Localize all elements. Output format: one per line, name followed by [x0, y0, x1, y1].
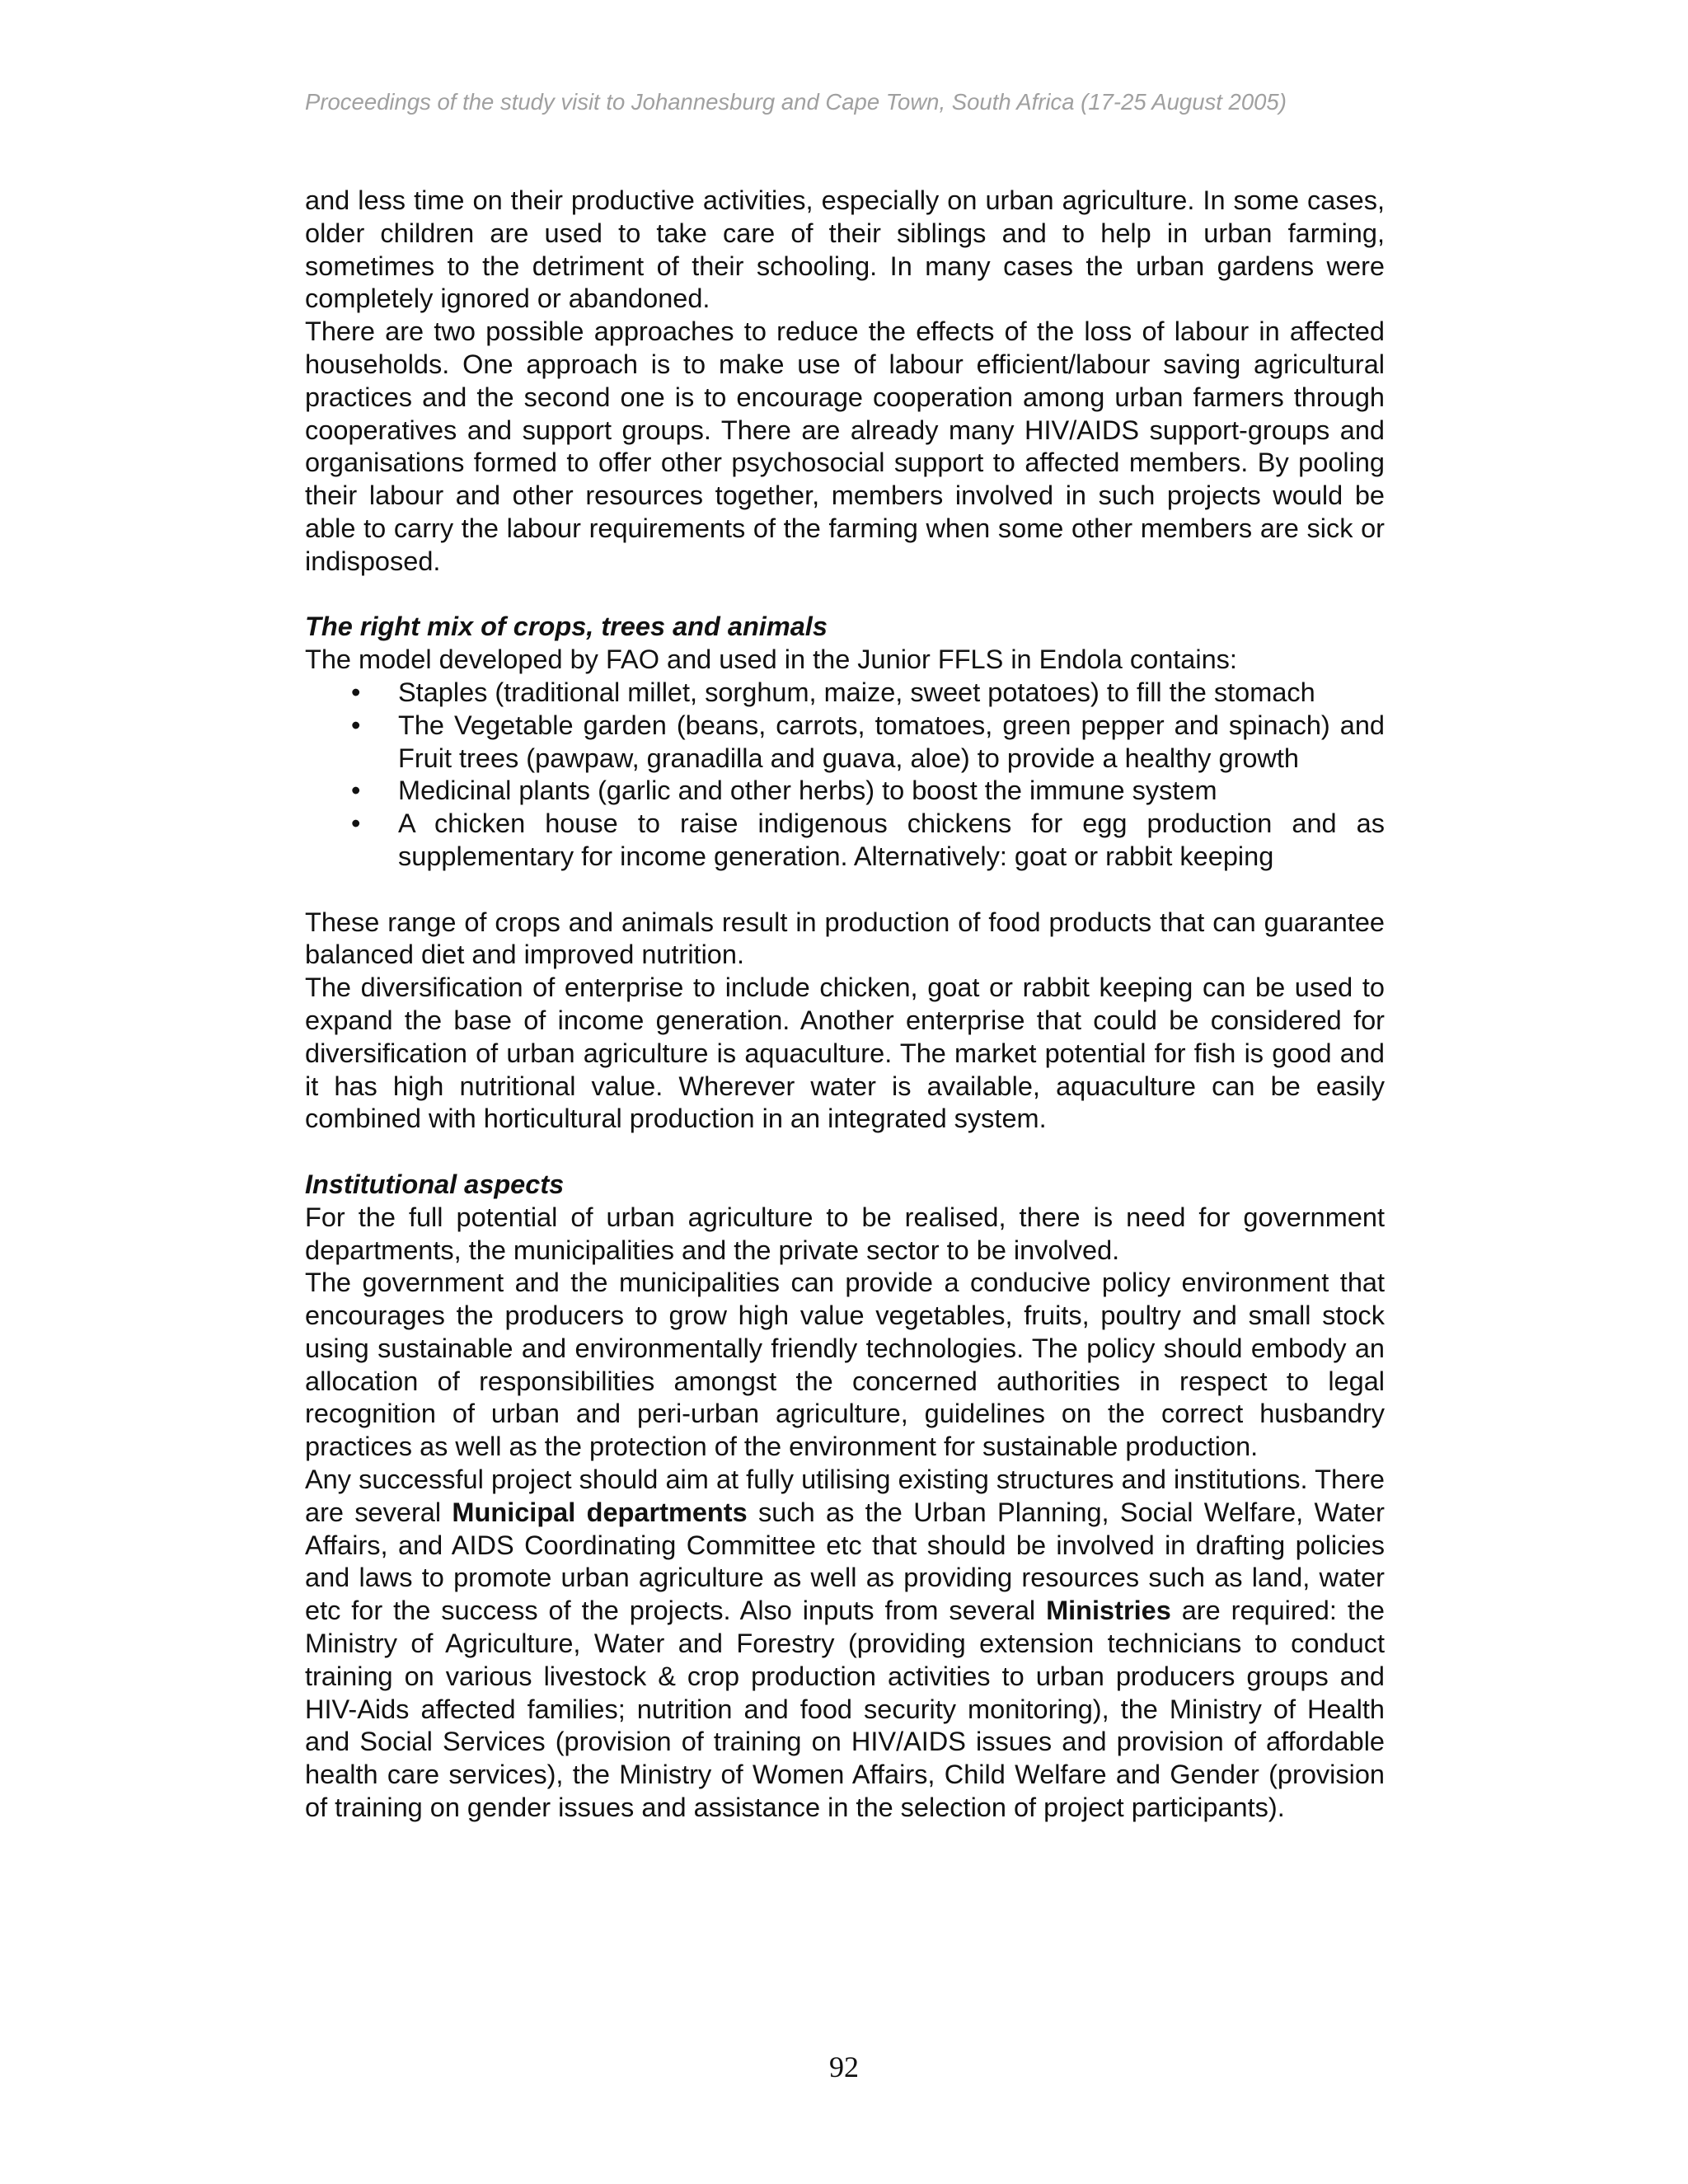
- page-number: 92: [829, 2050, 859, 2083]
- text-run: such as the Urban Planning, Social Welfare, Water Affairs, and AIDS Coordinating Committee etc that should be involved in drafting policies and laws to promote urban agriculture as well as providing resources such as land, water etc for the success of the projects. Also inputs from several: [305, 1497, 1385, 1626]
- paragraph: These range of crops and animals result in production of food products that can guarantee balanced diet and improved nutrition.: [305, 907, 1385, 970]
- bold-term-ministries: Ministries: [1046, 1596, 1171, 1626]
- paragraph: The diversification of enterprise to include chicken, goat or rabbit keeping can be used to expand the base of income generation. Another enterprise that could be considered for diversification of urban agriculture is aquaculture. The market potential for fish is good and it has high nutritional value. Wherever water is available, aquaculture can be easily combined with horticultural production in an integrated system.: [305, 972, 1385, 1134]
- running-header: Proceedings of the study visit to Johannesburg and Cape Town, South Africa (17-25 August 2005): [305, 89, 1287, 115]
- paragraph: There are two possible approaches to reduce the effects of the loss of labour in affected households. One approach is to make use of labour efficient/labour saving agricultural practices and the second one is to encourage cooperation among urban farmers through cooperatives and support groups. There are already many HIV/AIDS support-groups and organisations formed to offer other psychosocial support to affected members. By pooling their labour and other resources together, members involved in such projects would be able to carry the labour requirements of the farming when some other members are sick or indisposed.: [305, 316, 1385, 576]
- list-item-text: Medicinal plants (garlic and other herbs) to boost the immune system: [398, 776, 1217, 806]
- paragraph: The government and the municipalities can provide a conducive policy environment that encourages the producers to grow high value vegetables, fruits, poultry and small stock using sustainable and environmentally friendly technologies. The policy should embody an allocation of responsibilities amongst the concerned authorities in respect to legal recognition of urban and peri-urban agriculture, guidelines on the correct husbandry practices as well as the protection of the environment for sustainable production.: [305, 1268, 1385, 1462]
- paragraph: and less time on their productive activities, especially on urban agriculture. In some cases, older children are used to take care of their siblings and to help in urban farming, sometimes to the detriment of their schooling. In many cases the urban gardens were completely ignored or abandoned.: [305, 185, 1385, 314]
- list-item-text: The Vegetable garden (beans, carrots, tomatoes, green pepper and spinach) and Fruit trees (pawpaw, granadilla and guava, aloe) to provide a healthy growth: [398, 710, 1385, 773]
- list-item: [305, 775, 1385, 808]
- paragraph: [305, 1464, 1385, 1825]
- list-item: [305, 710, 1385, 776]
- list-item-text: Staples (traditional millet, sorghum, maize, sweet potatoes) to fill the stomach: [398, 677, 1315, 707]
- section-heading-crops: The right mix of crops, trees and animals: [305, 612, 828, 642]
- bullet-icon: •: [351, 776, 361, 806]
- paragraph: For the full potential of urban agriculture to be realised, there is need for government departments, the municipalities and the private sector to be involved.: [305, 1202, 1385, 1265]
- bullet-list: [305, 677, 1385, 874]
- list-item: [305, 677, 1385, 710]
- bullet-icon: •: [351, 677, 361, 707]
- text-run: are required: the Ministry of Agriculture, Water and Forestry (providing extension technicians to conduct training on various livestock & crop production activities to urban producers groups and HIV-Aids affected families; nutrition and food security monitoring), the Ministry of Health and Social Services (provision of training on HIV/AIDS issues and provision of affordable health care services), the Ministry of Women Affairs, Child Welfare and Gender (provision of training on gender issues and assistance in the selection of project participants).: [305, 1596, 1385, 1823]
- body-text: [305, 185, 1385, 1825]
- paragraph-gap: [305, 874, 1385, 907]
- bold-term-municipal-departments: Municipal departments: [452, 1497, 748, 1527]
- text-run: Any successful project should aim at fully utilising existing structures and institutions. There are several: [305, 1465, 1385, 1527]
- paragraph: The model developed by FAO and used in the Junior FFLS in Endola contains:: [305, 644, 1237, 675]
- list-item: [305, 808, 1385, 874]
- bullet-icon: •: [351, 808, 361, 839]
- list-item-text: A chicken house to raise indigenous chickens for egg production and as supplementary for income generation. Alternatively: goat or rabbit keeping: [398, 808, 1385, 871]
- bullet-icon: •: [351, 710, 361, 740]
- section-heading-institutional: Institutional aspects: [305, 1169, 565, 1199]
- paragraph-gap: [305, 579, 1385, 612]
- paragraph-gap: [305, 1136, 1385, 1169]
